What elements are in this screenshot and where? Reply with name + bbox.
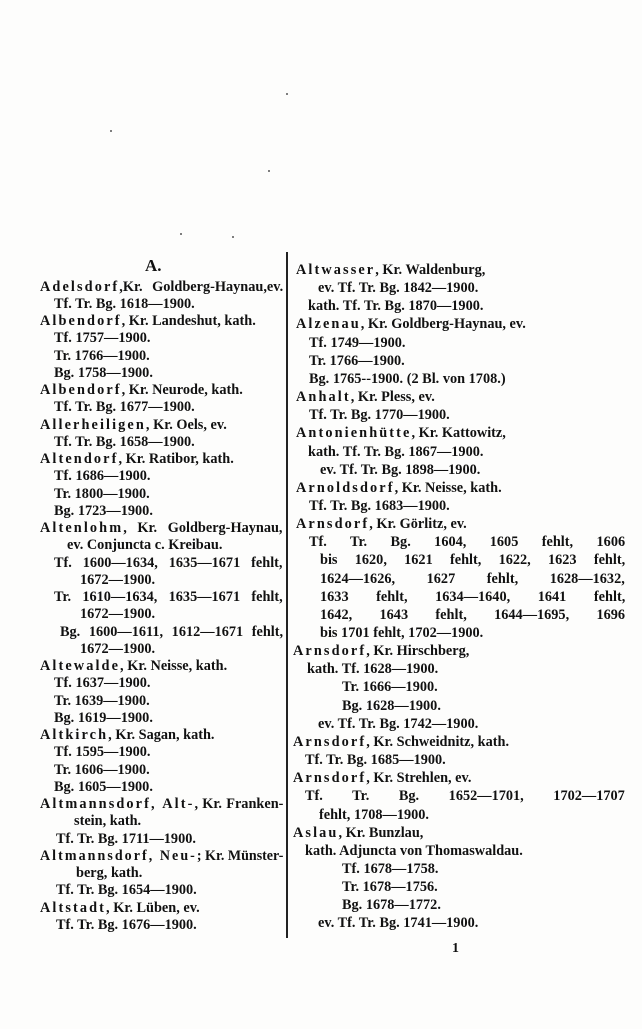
entry-detail [54, 348, 150, 365]
place-name: Altenlohm [40, 520, 124, 536]
entry-text: Tf. Tr. Bg. 1770—1900. [309, 407, 450, 424]
entry-detail [320, 462, 480, 479]
entry-text: , Kr. Bunzlau, [338, 824, 424, 841]
entry-detail [318, 716, 478, 733]
entry-heading [40, 520, 283, 537]
place-name: Arnsdorf [293, 733, 367, 750]
entry-text: 1642, 1643 fehlt, 1644—1695, 1696 [320, 606, 626, 623]
entry-text: Bg. 1605—1900. [54, 778, 153, 795]
entry-text: ,Kr. Goldberg-Haynau,ev. [119, 278, 284, 295]
column-divider [286, 252, 288, 938]
entry-heading [40, 727, 215, 744]
entry-text: kath. Tf. Tr. Bg. 1867—1900. [308, 443, 484, 460]
entry-text: Bg. 1678—1772. [342, 897, 441, 914]
entry-detail [320, 607, 625, 624]
entry-text: Tf. 1637—1900. [54, 675, 151, 692]
entry-text: Tr. 1800—1900. [54, 485, 150, 502]
entry-text: Bg. 1723—1900. [54, 502, 153, 519]
place-name: Antonienhütte [296, 425, 412, 442]
entry-text: Tf. Tr. Bg. 1685—1900. [305, 752, 446, 769]
place-name: Altwasser [296, 262, 376, 278]
entry-text: Tr. 1766—1900. [54, 347, 150, 364]
entry-text: , Kr. Oels, ev. [145, 416, 227, 433]
entry-text: 1672—1900. [80, 606, 156, 623]
entry-heading [293, 643, 469, 660]
entry-text: Tf. Tr. Bg. 1711—1900. [56, 830, 196, 847]
entry-detail [67, 537, 222, 554]
entry-text: , Kr. Hirschberg, [366, 643, 470, 660]
entry-heading [40, 279, 283, 296]
entry-heading [40, 451, 234, 468]
entry-heading [296, 480, 502, 497]
entry-heading [293, 770, 471, 787]
entry-detail [54, 296, 195, 313]
entry-text: Bg. 1758—1900. [54, 364, 153, 381]
entry-text: Tf. 1678—1758. [342, 860, 439, 877]
entry-text: 1672—1900. [80, 571, 156, 588]
entry-text: bis 1620, 1621 fehlt, 1622, 1623 fehlt, [320, 552, 626, 569]
place-name: Arnsdorf [293, 770, 367, 787]
place-name: Altendorf [40, 451, 119, 467]
entry-text: Tr. 1639—1900. [54, 692, 150, 709]
place-name: Altewalde [40, 658, 121, 674]
scan-speck [268, 170, 270, 172]
entry-text: ; Kr. Münster- [196, 847, 284, 864]
entry-text: kath. Tf. 1628—1900. [307, 661, 439, 678]
entry-text: Tf. Tr. Bg. 1676—1900. [56, 916, 197, 933]
entry-detail [309, 335, 406, 352]
entry-detail [54, 555, 283, 572]
entry-detail [309, 498, 450, 515]
entry-detail [60, 624, 283, 641]
entry-text: Tf. Tr. Bg. 1658—1900. [54, 433, 195, 450]
entry-text: Tf. Tr. Bg. 1652—1701, 1702—1707 [305, 788, 625, 805]
place-name: Arnsdorf [296, 516, 370, 533]
entry-detail [342, 679, 438, 696]
entry-text: ev. Tf. Tr. Bg. 1741—1900. [318, 915, 479, 932]
scan-speck [232, 236, 234, 238]
place-name: Allerheiligen [40, 416, 146, 433]
entry-detail [54, 434, 195, 451]
place-name: Albendorf [40, 313, 122, 329]
entry-text: Tr. 1678—1756. [342, 879, 438, 896]
entry-heading [40, 417, 227, 434]
entry-text: , Kr. Lüben, ev. [106, 899, 200, 916]
entry-text: Tf. Tr. Bg. 1654—1900. [56, 882, 197, 899]
place-name: Albendorf [40, 382, 122, 398]
entry-text: , Kr. Sagan, kath. [108, 727, 215, 743]
entry-text: Bg. 1765--1900. (2 Bl. von 1708.) [309, 370, 506, 387]
entry-text: Tf. Tr. Bg. 1604, 1605 fehlt, 1606 [309, 534, 626, 551]
entry-text: ev. Tf. Tr. Bg. 1898—1900. [320, 461, 481, 478]
entry-detail [54, 330, 151, 347]
entry-text: Tf. Tr. Bg. 1683—1900. [309, 497, 450, 514]
scan-speck [180, 233, 182, 235]
entry-detail [54, 710, 153, 727]
entry-detail [305, 788, 625, 805]
entry-text: Tf. 1595—1900. [54, 744, 151, 761]
entry-text: , Kr. Franken- [194, 796, 284, 812]
entry-text: Tr. 1766—1900. [309, 352, 405, 369]
entry-text: ev. Conjuncta c. Kreibau. [67, 537, 223, 554]
place-name: Alzenau [296, 316, 361, 333]
entry-detail [80, 641, 155, 658]
entry-heading [40, 382, 243, 399]
entry-detail [54, 589, 283, 606]
entry-text: , Kr. Kattowitz, [411, 425, 506, 442]
entry-detail [74, 813, 141, 830]
entry-text: kath. Adjuncta von Thomaswaldau. [305, 842, 523, 859]
entry-detail [54, 693, 150, 710]
entry-detail [305, 843, 523, 860]
entry-text: 1624—1626, 1627 fehlt, 1628—1632, [320, 570, 625, 587]
entry-heading [293, 825, 423, 842]
entry-heading [40, 900, 200, 917]
entry-heading [296, 425, 506, 442]
entry-text: Tf. 1600—1634, 1635—1671 fehlt, [54, 554, 283, 571]
entry-text: Bg. 1619—1900. [54, 709, 153, 726]
entry-text: ev. Tf. Tr. Bg. 1742—1900. [318, 715, 479, 732]
entry-detail [54, 486, 150, 503]
entry-text: , Kr. Görlitz, ev. [369, 516, 467, 533]
place-name: Anhalt [296, 389, 351, 406]
entry-detail [319, 807, 429, 824]
entry-text: Tr. 1666—1900. [342, 679, 438, 696]
entry-detail [54, 503, 153, 520]
page-number: 1 [452, 941, 459, 956]
entry-detail [320, 589, 625, 606]
entry-detail [54, 779, 153, 796]
entry-detail [76, 865, 142, 882]
scan-speck [286, 93, 288, 95]
entry-text: Tf. 1749—1900. [309, 334, 406, 351]
entry-text: , Kr. Schweidnitz, kath. [366, 733, 510, 750]
entry-detail [54, 762, 150, 779]
entry-text: Tf. 1757—1900. [54, 330, 151, 347]
entry-text: , Kr. Strehlen, ev. [366, 770, 472, 787]
entry-detail [54, 365, 153, 382]
entry-text: stein, kath. [74, 813, 142, 830]
entry-text: kath. Tf. Tr. Bg. 1870—1900. [308, 298, 484, 315]
place-name: Altstadt [40, 899, 107, 916]
entry-text: , Kr. Waldenburg, [375, 262, 486, 278]
entry-detail [320, 571, 625, 588]
scan-speck [110, 130, 112, 132]
entry-text: , Kr. Goldberg-Haynau, [123, 520, 283, 536]
entry-text: Tr. 1610—1634, 1635—1671 fehlt, [54, 589, 283, 605]
entry-text: Bg. 1628—1900. [342, 697, 441, 714]
entry-detail [342, 861, 439, 878]
entry-detail [342, 698, 441, 715]
entry-text: , Kr. Goldberg-Haynau, ev. [360, 316, 526, 333]
entry-text: fehlt, 1708—1900. [319, 806, 429, 823]
entry-text: , Kr. Neisse, kath. [394, 479, 502, 496]
entry-detail [318, 915, 478, 932]
entry-heading [296, 389, 435, 406]
entry-text: , Kr. Pless, ev. [350, 389, 435, 406]
entry-text: , Kr. Ratibor, kath. [118, 451, 234, 467]
entry-detail [54, 744, 151, 761]
entry-text: ev. Tf. Tr. Bg. 1842—1900. [318, 280, 479, 297]
place-name: Arnoldsdorf [296, 479, 395, 496]
entry-detail [308, 444, 483, 461]
entry-detail [309, 534, 625, 551]
entry-text: 1672—1900. [80, 640, 156, 657]
entry-detail [308, 298, 483, 315]
entry-detail [56, 917, 197, 934]
entry-heading [293, 734, 509, 751]
place-name: Altkirch [40, 727, 109, 743]
entry-detail [342, 879, 438, 896]
entry-detail [54, 468, 151, 485]
entry-heading [40, 658, 227, 675]
entry-text: , Kr. Neisse, kath. [120, 658, 228, 674]
entry-text: Tf. 1686—1900. [54, 468, 151, 485]
entry-detail [309, 353, 405, 370]
entry-text: Tf. Tr. Bg. 1618—1900. [54, 295, 195, 312]
entry-text: , Kr. Neurode, kath. [121, 382, 243, 398]
entry-detail [305, 752, 446, 769]
entry-detail [56, 831, 196, 848]
entry-text: Tr. 1606—1900. [54, 761, 150, 778]
entry-detail [307, 661, 438, 678]
entry-detail [309, 407, 450, 424]
entry-text: 1633 fehlt, 1634—1640, 1641 fehlt, [320, 588, 626, 605]
entry-detail [54, 675, 151, 692]
entry-detail [318, 280, 478, 297]
entry-heading [296, 262, 485, 279]
entry-detail [320, 625, 483, 642]
entry-heading [40, 848, 283, 865]
entry-text: berg, kath. [76, 865, 143, 881]
place-name: Altmannsdorf, Neu- [40, 847, 197, 864]
place-name: Adelsdorf [40, 278, 120, 295]
entry-text: , Kr. Landeshut, kath. [121, 313, 256, 329]
entry-heading [40, 796, 283, 813]
place-name: Arnsdorf [293, 643, 367, 660]
entry-detail [309, 371, 506, 388]
entry-detail [80, 606, 155, 623]
entry-heading [296, 316, 526, 333]
entry-text: Tf. Tr. Bg. 1677—1900. [54, 399, 195, 416]
entry-detail [80, 572, 155, 589]
section-heading: A. [145, 256, 162, 275]
place-name: Aslau [293, 824, 339, 841]
entry-heading [40, 313, 256, 330]
entry-detail [54, 399, 195, 416]
entry-detail [342, 897, 441, 914]
entry-detail [56, 882, 197, 899]
entry-text: Bg. 1600—1611, 1612—1671 fehlt, [60, 623, 284, 640]
entry-detail [320, 552, 625, 569]
entry-heading [296, 516, 467, 533]
place-name: Altmannsdorf, Alt- [40, 796, 195, 812]
entry-text: bis 1701 fehlt, 1702—1900. [320, 625, 484, 641]
